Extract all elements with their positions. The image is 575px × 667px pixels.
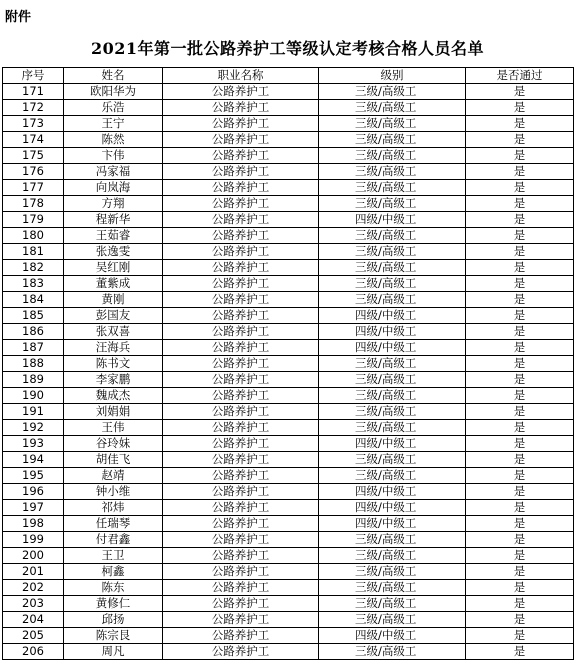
cell-serial: 185 xyxy=(3,308,64,324)
table-body xyxy=(3,84,574,660)
cell-name: 张双喜 xyxy=(64,324,163,340)
table-row xyxy=(3,452,574,468)
cell-name: 邱扬 xyxy=(64,612,163,628)
cell-occupation: 公路养护工 xyxy=(163,116,319,132)
table-row xyxy=(3,228,574,244)
cell-name: 陈书文 xyxy=(64,356,163,372)
cell-level: 三级/高级工 xyxy=(319,564,466,580)
cell-serial: 182 xyxy=(3,260,64,276)
table-row xyxy=(3,436,574,452)
table-row xyxy=(3,468,574,484)
cell-name: 王卫 xyxy=(64,548,163,564)
cell-passed: 是 xyxy=(466,260,574,276)
results-table xyxy=(2,67,574,660)
cell-occupation: 公路养护工 xyxy=(163,436,319,452)
cell-level: 四级/中级工 xyxy=(319,324,466,340)
cell-name: 李家鹏 xyxy=(64,372,163,388)
cell-passed: 是 xyxy=(466,228,574,244)
cell-level: 三级/高级工 xyxy=(319,612,466,628)
cell-serial: 202 xyxy=(3,580,64,596)
cell-passed: 是 xyxy=(466,308,574,324)
cell-occupation: 公路养护工 xyxy=(163,628,319,644)
table-row xyxy=(3,500,574,516)
cell-serial: 171 xyxy=(3,84,64,100)
cell-name: 付君鑫 xyxy=(64,532,163,548)
cell-serial: 181 xyxy=(3,244,64,260)
cell-occupation: 公路养护工 xyxy=(163,612,319,628)
cell-serial: 177 xyxy=(3,180,64,196)
table-row xyxy=(3,612,574,628)
cell-name: 谷玲妹 xyxy=(64,436,163,452)
cell-serial: 203 xyxy=(3,596,64,612)
cell-name: 向岚海 xyxy=(64,180,163,196)
cell-level: 三级/高级工 xyxy=(319,644,466,660)
table-row xyxy=(3,564,574,580)
cell-serial: 174 xyxy=(3,132,64,148)
cell-occupation: 公路养护工 xyxy=(163,356,319,372)
cell-serial: 178 xyxy=(3,196,64,212)
cell-passed: 是 xyxy=(466,612,574,628)
cell-serial: 183 xyxy=(3,276,64,292)
cell-level: 三级/高级工 xyxy=(319,404,466,420)
table-row xyxy=(3,324,574,340)
cell-serial: 180 xyxy=(3,228,64,244)
cell-name: 卞伟 xyxy=(64,148,163,164)
cell-occupation: 公路养护工 xyxy=(163,180,319,196)
table-row xyxy=(3,100,574,116)
cell-occupation: 公路养护工 xyxy=(163,500,319,516)
cell-serial: 200 xyxy=(3,548,64,564)
cell-passed: 是 xyxy=(466,548,574,564)
cell-level: 三级/高级工 xyxy=(319,260,466,276)
cell-serial: 172 xyxy=(3,100,64,116)
cell-serial: 204 xyxy=(3,612,64,628)
cell-name: 董紫成 xyxy=(64,276,163,292)
cell-passed: 是 xyxy=(466,196,574,212)
cell-level: 三级/高级工 xyxy=(319,164,466,180)
cell-occupation: 公路养护工 xyxy=(163,84,319,100)
cell-occupation: 公路养护工 xyxy=(163,228,319,244)
cell-name: 乐浩 xyxy=(64,100,163,116)
cell-occupation: 公路养护工 xyxy=(163,212,319,228)
cell-serial: 189 xyxy=(3,372,64,388)
cell-name: 王伟 xyxy=(64,420,163,436)
table-header-row xyxy=(3,68,574,84)
cell-serial: 188 xyxy=(3,356,64,372)
cell-passed: 是 xyxy=(466,468,574,484)
table-row xyxy=(3,356,574,372)
cell-occupation: 公路养护工 xyxy=(163,596,319,612)
table-row xyxy=(3,292,574,308)
cell-passed: 是 xyxy=(466,404,574,420)
cell-level: 四级/中级工 xyxy=(319,516,466,532)
cell-passed: 是 xyxy=(466,500,574,516)
cell-serial: 184 xyxy=(3,292,64,308)
header-passed: 是否通过 xyxy=(466,68,574,84)
cell-occupation: 公路养护工 xyxy=(163,516,319,532)
cell-name: 张逸雯 xyxy=(64,244,163,260)
cell-name: 胡佳飞 xyxy=(64,452,163,468)
cell-passed: 是 xyxy=(466,148,574,164)
table-row xyxy=(3,84,574,100)
cell-name: 彭国友 xyxy=(64,308,163,324)
cell-level: 三级/高级工 xyxy=(319,388,466,404)
table-row xyxy=(3,244,574,260)
table-row xyxy=(3,132,574,148)
cell-level: 四级/中级工 xyxy=(319,340,466,356)
cell-passed: 是 xyxy=(466,596,574,612)
cell-passed: 是 xyxy=(466,324,574,340)
cell-serial: 205 xyxy=(3,628,64,644)
cell-occupation: 公路养护工 xyxy=(163,324,319,340)
cell-passed: 是 xyxy=(466,388,574,404)
cell-level: 四级/中级工 xyxy=(319,308,466,324)
attachment-label: 附件 xyxy=(5,10,32,25)
cell-name: 黄修仁 xyxy=(64,596,163,612)
cell-serial: 199 xyxy=(3,532,64,548)
table-row xyxy=(3,148,574,164)
cell-level: 三级/高级工 xyxy=(319,548,466,564)
cell-name: 吴红刚 xyxy=(64,260,163,276)
cell-level: 三级/高级工 xyxy=(319,100,466,116)
table-row xyxy=(3,580,574,596)
cell-passed: 是 xyxy=(466,628,574,644)
cell-serial: 206 xyxy=(3,644,64,660)
cell-level: 四级/中级工 xyxy=(319,500,466,516)
cell-passed: 是 xyxy=(466,564,574,580)
cell-occupation: 公路养护工 xyxy=(163,276,319,292)
cell-level: 三级/高级工 xyxy=(319,532,466,548)
cell-passed: 是 xyxy=(466,244,574,260)
cell-serial: 193 xyxy=(3,436,64,452)
cell-level: 三级/高级工 xyxy=(319,148,466,164)
cell-serial: 191 xyxy=(3,404,64,420)
cell-name: 赵靖 xyxy=(64,468,163,484)
cell-occupation: 公路养护工 xyxy=(163,420,319,436)
cell-level: 三级/高级工 xyxy=(319,580,466,596)
cell-passed: 是 xyxy=(466,100,574,116)
cell-serial: 173 xyxy=(3,116,64,132)
cell-level: 三级/高级工 xyxy=(319,244,466,260)
cell-level: 三级/高级工 xyxy=(319,84,466,100)
cell-name: 汪海兵 xyxy=(64,340,163,356)
cell-passed: 是 xyxy=(466,132,574,148)
cell-passed: 是 xyxy=(466,420,574,436)
table-row xyxy=(3,596,574,612)
cell-level: 四级/中级工 xyxy=(319,484,466,500)
cell-serial: 192 xyxy=(3,420,64,436)
cell-passed: 是 xyxy=(466,516,574,532)
table-row xyxy=(3,180,574,196)
cell-occupation: 公路养护工 xyxy=(163,308,319,324)
header-name: 姓名 xyxy=(64,68,163,84)
cell-name: 周凡 xyxy=(64,644,163,660)
table-row xyxy=(3,516,574,532)
cell-serial: 176 xyxy=(3,164,64,180)
cell-occupation: 公路养护工 xyxy=(163,532,319,548)
cell-serial: 190 xyxy=(3,388,64,404)
cell-serial: 196 xyxy=(3,484,64,500)
cell-serial: 194 xyxy=(3,452,64,468)
cell-name: 冯家福 xyxy=(64,164,163,180)
cell-occupation: 公路养护工 xyxy=(163,468,319,484)
cell-occupation: 公路养护工 xyxy=(163,548,319,564)
cell-passed: 是 xyxy=(466,372,574,388)
table-row xyxy=(3,628,574,644)
cell-level: 四级/中级工 xyxy=(319,212,466,228)
cell-name: 钟小维 xyxy=(64,484,163,500)
header-occupation: 职业名称 xyxy=(163,68,319,84)
cell-level: 三级/高级工 xyxy=(319,420,466,436)
header-level: 级别 xyxy=(319,68,466,84)
cell-serial: 197 xyxy=(3,500,64,516)
cell-passed: 是 xyxy=(466,644,574,660)
cell-occupation: 公路养护工 xyxy=(163,452,319,468)
cell-level: 三级/高级工 xyxy=(319,116,466,132)
cell-occupation: 公路养护工 xyxy=(163,260,319,276)
cell-serial: 186 xyxy=(3,324,64,340)
cell-name: 柯鑫 xyxy=(64,564,163,580)
table-row xyxy=(3,164,574,180)
cell-name: 方翔 xyxy=(64,196,163,212)
table-row xyxy=(3,276,574,292)
cell-name: 王茹睿 xyxy=(64,228,163,244)
table-row xyxy=(3,548,574,564)
cell-name: 陈宗艮 xyxy=(64,628,163,644)
cell-name: 陈然 xyxy=(64,132,163,148)
cell-serial: 179 xyxy=(3,212,64,228)
cell-name: 黄刚 xyxy=(64,292,163,308)
table-row xyxy=(3,372,574,388)
cell-passed: 是 xyxy=(466,340,574,356)
cell-passed: 是 xyxy=(466,580,574,596)
cell-name: 陈东 xyxy=(64,580,163,596)
cell-level: 三级/高级工 xyxy=(319,276,466,292)
cell-passed: 是 xyxy=(466,116,574,132)
table-row xyxy=(3,308,574,324)
cell-occupation: 公路养护工 xyxy=(163,388,319,404)
cell-occupation: 公路养护工 xyxy=(163,404,319,420)
table-row xyxy=(3,644,574,660)
cell-serial: 198 xyxy=(3,516,64,532)
cell-occupation: 公路养护工 xyxy=(163,580,319,596)
cell-occupation: 公路养护工 xyxy=(163,372,319,388)
cell-serial: 175 xyxy=(3,148,64,164)
cell-passed: 是 xyxy=(466,452,574,468)
table-row xyxy=(3,388,574,404)
cell-occupation: 公路养护工 xyxy=(163,292,319,308)
cell-level: 三级/高级工 xyxy=(319,596,466,612)
cell-name: 祁炜 xyxy=(64,500,163,516)
cell-occupation: 公路养护工 xyxy=(163,148,319,164)
cell-occupation: 公路养护工 xyxy=(163,244,319,260)
cell-occupation: 公路养护工 xyxy=(163,484,319,500)
cell-name: 程新华 xyxy=(64,212,163,228)
cell-passed: 是 xyxy=(466,276,574,292)
cell-occupation: 公路养护工 xyxy=(163,564,319,580)
cell-passed: 是 xyxy=(466,180,574,196)
cell-passed: 是 xyxy=(466,532,574,548)
cell-occupation: 公路养护工 xyxy=(163,340,319,356)
cell-passed: 是 xyxy=(466,436,574,452)
cell-level: 三级/高级工 xyxy=(319,372,466,388)
cell-name: 欧阳华为 xyxy=(64,84,163,100)
table-row xyxy=(3,420,574,436)
header-serial: 序号 xyxy=(3,68,64,84)
cell-passed: 是 xyxy=(466,164,574,180)
cell-name: 刘娟娟 xyxy=(64,404,163,420)
cell-passed: 是 xyxy=(466,356,574,372)
cell-level: 三级/高级工 xyxy=(319,228,466,244)
cell-serial: 195 xyxy=(3,468,64,484)
cell-passed: 是 xyxy=(466,292,574,308)
cell-occupation: 公路养护工 xyxy=(163,196,319,212)
cell-level: 三级/高级工 xyxy=(319,452,466,468)
cell-serial: 201 xyxy=(3,564,64,580)
table-row xyxy=(3,340,574,356)
cell-occupation: 公路养护工 xyxy=(163,164,319,180)
cell-level: 三级/高级工 xyxy=(319,356,466,372)
table-row xyxy=(3,212,574,228)
cell-passed: 是 xyxy=(466,484,574,500)
cell-name: 魏成杰 xyxy=(64,388,163,404)
cell-name: 王宁 xyxy=(64,116,163,132)
table-row xyxy=(3,532,574,548)
cell-passed: 是 xyxy=(466,212,574,228)
cell-passed: 是 xyxy=(466,84,574,100)
cell-occupation: 公路养护工 xyxy=(163,100,319,116)
cell-level: 三级/高级工 xyxy=(319,132,466,148)
cell-level: 三级/高级工 xyxy=(319,292,466,308)
cell-level: 四级/中级工 xyxy=(319,628,466,644)
document-title: 2021年第一批公路养护工等级认定考核合格人员名单 xyxy=(90,39,485,58)
table-row xyxy=(3,260,574,276)
table-row xyxy=(3,404,574,420)
cell-serial: 187 xyxy=(3,340,64,356)
cell-occupation: 公路养护工 xyxy=(163,644,319,660)
table-row xyxy=(3,116,574,132)
cell-name: 任瑞琴 xyxy=(64,516,163,532)
cell-level: 四级/中级工 xyxy=(319,436,466,452)
cell-level: 三级/高级工 xyxy=(319,468,466,484)
table-row xyxy=(3,196,574,212)
cell-level: 三级/高级工 xyxy=(319,180,466,196)
table-row xyxy=(3,484,574,500)
cell-level: 三级/高级工 xyxy=(319,196,466,212)
cell-occupation: 公路养护工 xyxy=(163,132,319,148)
